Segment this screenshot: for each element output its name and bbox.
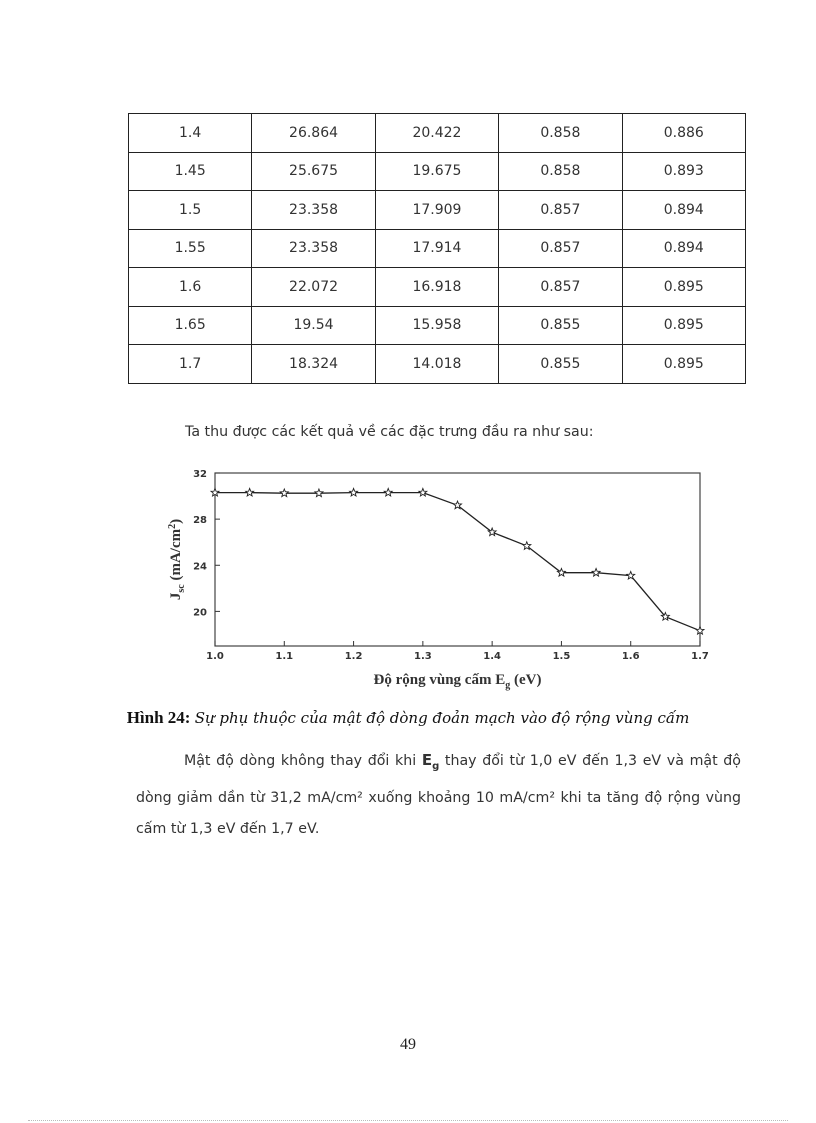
table-cell: 26.864 [252, 114, 375, 153]
x-axis-label [374, 672, 542, 691]
data-point-star [419, 488, 427, 496]
x-axis-label-sub: g [505, 680, 511, 691]
y-axis-label-sup: 2 [167, 523, 178, 529]
table-cell: 25.675 [252, 152, 375, 191]
data-point-star [280, 489, 288, 497]
data-point-star [315, 489, 323, 497]
table-cell: 0.855 [499, 345, 622, 384]
data-point-star [557, 568, 565, 576]
table-cell: 18.324 [252, 345, 375, 384]
table-cell: 14.018 [375, 345, 498, 384]
y-axis-label-close: ) [168, 518, 184, 524]
body-paragraph [136, 745, 741, 846]
x-tick-label: 1.2 [344, 651, 363, 662]
x-tick-label: 1.1 [275, 651, 294, 662]
series-line [215, 493, 700, 631]
data-point-star [488, 528, 496, 536]
jsc-vs-bandgap-chart [150, 462, 720, 694]
table-cell: 0.858 [499, 114, 622, 153]
y-tick-label: 32 [193, 469, 207, 480]
symbol-eg [421, 751, 440, 772]
table-cell: 17.909 [375, 191, 498, 230]
table-cell: 16.918 [375, 268, 498, 307]
table-cell: 0.895 [622, 268, 745, 307]
paragraph-part1: Mật độ dòng không thay đổi khi [184, 753, 422, 769]
x-tick-label: 1.7 [691, 651, 709, 662]
table-cell: 0.857 [499, 268, 622, 307]
x-tick-label: 1.6 [621, 651, 640, 662]
intro-text: Ta thu được các kết quả về các đặc trưng đầu ra như sau: [185, 424, 594, 440]
table-cell: 1.7 [129, 345, 252, 384]
results-table [128, 113, 746, 384]
x-tick-label: 1.0 [206, 651, 224, 662]
y-axis-label-sub: sc [176, 584, 187, 593]
symbol-eg-sub: g [432, 761, 440, 772]
symbol-eg-main: E [421, 751, 433, 769]
table-cell: 15.958 [375, 306, 498, 345]
table-cell: 0.893 [622, 152, 745, 191]
table-row [129, 229, 746, 268]
table-cell: 23.358 [252, 229, 375, 268]
paragraph-part2: thay đổi từ 1,0 eV đến 1,3 eV và mật độ dòng giảm dần từ 31,2 mA/cm² xuống khoảng 10 mA/cm² khi ta tăng độ rộng vùng cấm từ 1,3 eV đến 1,7 eV. [136, 753, 741, 837]
table-cell: 0.894 [622, 229, 745, 268]
y-tick-label: 20 [193, 607, 207, 619]
table-row [129, 114, 746, 153]
y-tick-label: 24 [193, 561, 207, 573]
caption-label: Hình 24: [126, 708, 191, 727]
data-point-star [696, 627, 704, 635]
data-point-star [246, 488, 254, 496]
table-cell: 22.072 [252, 268, 375, 307]
table-cell: 0.857 [499, 229, 622, 268]
table-cell: 0.858 [499, 152, 622, 191]
plot-frame [215, 473, 700, 646]
data-point-star [627, 571, 635, 579]
table-cell: 19.675 [375, 152, 498, 191]
y-axis-label-unit: (mA/cm [168, 528, 184, 585]
y-axis-label-main: J [168, 592, 184, 601]
table-row [129, 191, 746, 230]
data-point-star [350, 488, 358, 496]
data-point-star [592, 568, 600, 576]
x-axis-label-main: Độ rộng vùng cấm E [373, 672, 506, 688]
y-axis-label [167, 519, 187, 600]
table-cell: 0.855 [499, 306, 622, 345]
table-cell: 1.65 [129, 306, 252, 345]
y-tick-label: 28 [193, 515, 207, 527]
table-cell: 19.54 [252, 306, 375, 345]
table-cell: 0.895 [622, 345, 745, 384]
table-row [129, 152, 746, 191]
table-cell: 23.358 [252, 191, 375, 230]
x-axis-label-unit: (eV) [510, 672, 542, 688]
chart-svg [150, 462, 720, 694]
table-cell: 1.55 [129, 229, 252, 268]
caption-text: Sự phụ thuộc của mật độ dòng đoản mạch vào độ rộng vùng cấm [194, 709, 690, 727]
x-tick-label: 1.3 [413, 651, 432, 662]
table-cell: 1.45 [129, 152, 252, 191]
table-cell: 0.886 [622, 114, 745, 153]
x-tick-label: 1.5 [552, 651, 571, 662]
table-cell: 17.914 [375, 229, 498, 268]
figure-caption [0, 708, 816, 728]
table-cell: 1.6 [129, 268, 252, 307]
data-point-star [211, 488, 219, 496]
table-row [129, 345, 746, 384]
data-point-star [384, 488, 392, 496]
table-row [129, 306, 746, 345]
table-cell: 0.895 [622, 306, 745, 345]
table-cell: 0.894 [622, 191, 745, 230]
table-cell: 1.4 [129, 114, 252, 153]
table-cell: 20.422 [375, 114, 498, 153]
table-cell: 0.857 [499, 191, 622, 230]
page-number: 49 [400, 1036, 416, 1053]
results-table-body [129, 114, 746, 384]
x-tick-label: 1.4 [483, 651, 502, 662]
table-row [129, 268, 746, 307]
table-cell: 1.5 [129, 191, 252, 230]
bottom-divider [28, 1120, 788, 1121]
